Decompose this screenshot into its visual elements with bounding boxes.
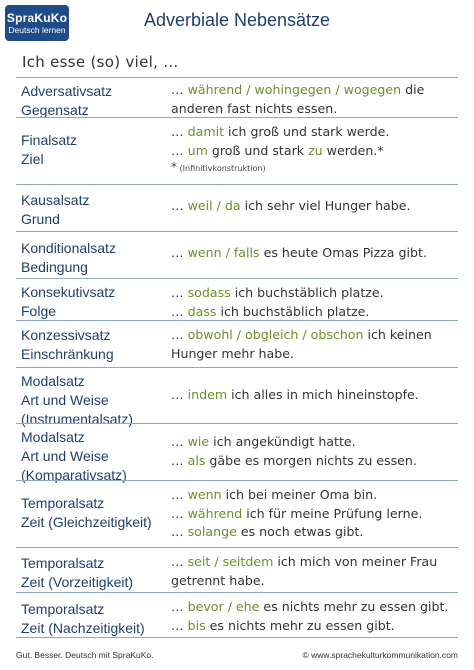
- clause-name: Temporalsatz: [21, 555, 105, 571]
- clause-type: [21, 191, 171, 229]
- conjunction: wie: [187, 434, 210, 449]
- example-text: …: [171, 524, 188, 539]
- clause-subtype: (Instrumentalsatz): [21, 411, 134, 427]
- clause-description: Einschränkung: [21, 346, 114, 362]
- example-text: …: [171, 82, 188, 97]
- example-text: ich sehr viel Hunger habe.: [240, 198, 411, 213]
- clause-name: Adversativsatz: [21, 83, 113, 99]
- examples: [171, 598, 458, 635]
- conjunction: während / wohingegen / wogegen: [187, 82, 402, 97]
- example-text: groß und stark: [207, 142, 309, 158]
- table-row: [16, 480, 458, 547]
- clause-name: Konditionalsatz: [21, 240, 116, 256]
- example-text: es nichts mehr zu essen gibt.: [259, 599, 449, 614]
- example-sentence: [171, 505, 458, 524]
- example-sentence: [171, 303, 458, 322]
- example-text: …: [171, 387, 188, 402]
- example-text: es noch etwas gibt.: [236, 524, 364, 539]
- table-row: [16, 184, 458, 231]
- table-row: [16, 278, 458, 320]
- example-sentence: [171, 123, 458, 142]
- intro-sentence: Ich esse (so) viel, …: [22, 53, 179, 71]
- table-row: [16, 320, 458, 367]
- conjunction: sodass: [187, 285, 231, 300]
- example-sentence: [171, 553, 458, 572]
- example-sentence: [171, 345, 458, 364]
- clause-description: Bedingung: [21, 259, 88, 275]
- footnote: [171, 160, 458, 176]
- clause-type: [21, 600, 171, 638]
- table-row: [16, 367, 458, 427]
- example-sentence: [171, 81, 458, 100]
- clause-description: Ziel: [21, 151, 44, 167]
- example-text: …: [171, 245, 188, 260]
- clause-type: [21, 372, 171, 429]
- example-sentence: [171, 523, 458, 542]
- conjunction: bevor / ehe: [187, 599, 260, 614]
- example-text: …: [171, 303, 188, 319]
- clause-description: Folge: [21, 303, 57, 319]
- conjunction: seit / seitdem: [187, 554, 274, 569]
- clause-name: Konsekutivsatz: [21, 284, 116, 300]
- examples: [171, 81, 458, 118]
- example-text: werden.*: [322, 142, 384, 158]
- clause-name: Temporalsatz: [21, 601, 105, 617]
- example-text: ich für meine Prüfung lerne.: [242, 505, 423, 521]
- example-sentence: [171, 486, 458, 505]
- example-text: es heute Omas Pizza gibt.: [259, 245, 427, 260]
- conjunction: indem: [187, 387, 228, 402]
- table-row: [16, 547, 458, 592]
- example-sentence: [171, 386, 458, 405]
- example-text: ich buchstäblich platze.: [216, 303, 370, 319]
- example-text: …: [171, 142, 188, 158]
- clause-type: [21, 428, 171, 485]
- example-sentence: [171, 326, 458, 345]
- example-text: ich groß und stark werde.: [224, 124, 390, 139]
- examples: [171, 123, 458, 176]
- clause-description: Zeit (Gleichzeitigkeit): [21, 514, 152, 530]
- example-text: Hunger mehr habe.: [171, 345, 294, 361]
- example-text: …: [171, 198, 188, 213]
- conjunction: wenn: [187, 487, 222, 502]
- clause-type: [21, 554, 171, 592]
- example-text: die: [401, 82, 425, 97]
- conjunction: dass: [187, 303, 217, 319]
- clause-description: Art und Weise: [21, 392, 109, 408]
- example-text: …: [171, 599, 188, 614]
- example-text: …: [171, 434, 188, 449]
- clause-description: Art und Weise: [21, 448, 109, 464]
- clause-type: [21, 82, 171, 120]
- clause-subtype: (Komparativsatz): [21, 467, 127, 483]
- example-text: …: [171, 452, 188, 468]
- clause-description: Zeit (Vorzeitigkeit): [21, 574, 134, 590]
- table-row: [16, 77, 458, 117]
- example-text: ich buchstäblich platze.: [230, 285, 384, 300]
- examples: [171, 486, 458, 542]
- conjunction: damit: [187, 124, 225, 139]
- logo-subtitle: Deutsch lernen: [8, 25, 66, 35]
- example-text: …: [171, 487, 188, 502]
- conjunction: zu: [308, 142, 323, 158]
- clause-description: Gegensatz: [21, 102, 89, 118]
- examples: [171, 284, 458, 321]
- conjunction: weil / da: [187, 198, 241, 213]
- example-sentence: [171, 284, 458, 303]
- clause-description: Zeit (Nachzeitigkeit): [21, 620, 145, 636]
- footer-website: © www.sprachekulturkommunikation.com: [302, 650, 458, 660]
- clause-type: [21, 326, 171, 364]
- examples: [171, 386, 458, 405]
- clause-name: Modalsatz: [21, 373, 85, 389]
- conjunction: um: [187, 142, 208, 158]
- example-text: es nichts mehr zu essen gibt.: [205, 617, 395, 633]
- example-sentence: [171, 197, 458, 216]
- example-text: …: [171, 554, 188, 569]
- clause-name: Konzessivsatz: [21, 327, 111, 343]
- examples: [171, 244, 458, 263]
- example-text: gäbe es morgen nichts zu essen.: [205, 452, 417, 468]
- example-text: anderen fast nichts essen.: [171, 100, 338, 116]
- clause-name: Finalsatz: [21, 132, 78, 148]
- example-text: ich keinen: [363, 327, 432, 342]
- examples: [171, 433, 458, 470]
- table-row: [16, 592, 458, 638]
- clause-type: [21, 494, 171, 532]
- table-row: [16, 231, 458, 278]
- example-sentence: [171, 617, 458, 636]
- clause-type: [21, 283, 171, 321]
- example-sentence: [171, 244, 458, 263]
- example-text: …: [171, 124, 188, 139]
- example-text: ich alles in mich hineinstopfe.: [227, 387, 419, 402]
- examples: [171, 326, 458, 363]
- footnote-text: (Infinitivkonstruktion): [179, 164, 266, 173]
- example-sentence: [171, 142, 458, 161]
- table-row: [16, 423, 458, 483]
- clause-name: Kausalsatz: [21, 192, 90, 208]
- example-sentence: [171, 572, 458, 591]
- conjunction: als: [187, 452, 206, 468]
- conjunction: obwohl / obgleich / obschon: [187, 327, 364, 342]
- logo-title: SpraKuKo: [6, 11, 68, 25]
- table-row: [16, 117, 458, 184]
- example-text: ich bei meiner Oma bin.: [221, 487, 378, 502]
- page-title: Adverbiale Nebensätze: [143, 10, 331, 30]
- example-text: …: [171, 327, 188, 342]
- conjunction: wenn / falls: [187, 245, 260, 260]
- clause-type: [21, 131, 171, 169]
- clause-name: Modalsatz: [21, 429, 85, 445]
- example-text: ich angekündigt hatte.: [209, 434, 356, 449]
- example-sentence: [171, 433, 458, 452]
- conjunction: während: [187, 505, 243, 521]
- example-text: getrennt habe.: [171, 572, 265, 588]
- example-sentence: [171, 452, 458, 471]
- example-text: …: [171, 617, 188, 633]
- footer-slogan: Gut. Besser. Deutsch mit SpraKuKo.: [16, 650, 154, 660]
- example-text: …: [171, 285, 188, 300]
- conjunction: bis: [187, 617, 206, 633]
- clause-description: Grund: [21, 211, 60, 227]
- example-sentence: [171, 100, 458, 119]
- clause-type: [21, 239, 171, 277]
- footer: [16, 650, 458, 664]
- example-text: …: [171, 505, 188, 521]
- examples: [171, 197, 458, 216]
- footnote-marker: *: [171, 160, 177, 174]
- examples: [171, 553, 458, 590]
- conjunction: solange: [187, 524, 237, 539]
- clause-name: Temporalsatz: [21, 495, 105, 511]
- example-text: ich mich von meiner Frau: [273, 554, 438, 569]
- example-sentence: [171, 598, 458, 617]
